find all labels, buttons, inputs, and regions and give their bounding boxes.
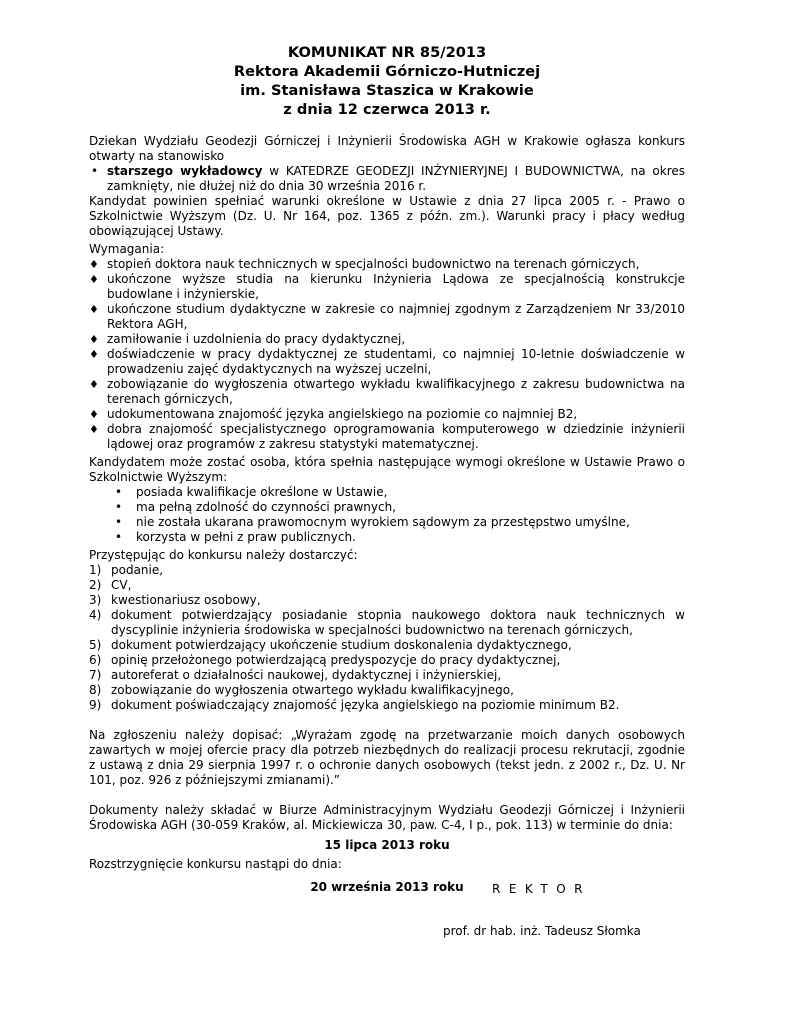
candidate-requirement-item: • posiada kwalifikacje określone w Ustawie, <box>89 485 685 500</box>
requirement-item: ♦ zamiłowanie i uzdolnienia do pracy dydaktycznej, <box>89 332 406 346</box>
document-item: 6) opinię przełożonego potwierdzającą predyspozycje do pracy dydaktycznej, <box>89 653 561 667</box>
document-item: 5) dokument potwierdzający ukończenie studium doskonalenia dydaktycznego, <box>89 638 572 652</box>
requirements-heading: Wymagania: <box>89 242 165 256</box>
requirement-item: ♦ ukończone wyższe studia na kierunku Inżynieria Lądowa ze specjalnością konstrukcje budowlane i inżynierskie, <box>89 272 685 301</box>
submission-paragraph: Dokumenty należy składać w Biurze Administracyjnym Wydziału Geodezji Górniczej i Inżynierii Środowiska AGH (30-059 Kraków, al. Mickiewicza 30, paw. C-4, I p., pok. 113) w terminie do dnia: <box>89 803 685 832</box>
resolution-date: 20 września 2013 roku <box>310 880 464 894</box>
diamond-bullet-icon: ♦ <box>89 333 99 346</box>
conditions-paragraph: Kandydat powinien spełniać warunki określone w Ustawie z dnia 27 lipca 2005 r. - Prawo o Szkolnictwie Wyższym (Dz. U. Nr 164, poz. 1365 z późn. zm.). Warunki pracy i płacy według obowiązującej Ustawy. <box>89 194 685 238</box>
diamond-bullet-icon: ♦ <box>89 408 99 421</box>
diamond-bullet-icon: ♦ <box>89 258 99 271</box>
diamond-bullet-icon: ♦ <box>89 423 99 436</box>
title-line-4: z dnia 12 czerwca 2013 r. <box>283 101 491 118</box>
documents-list <box>89 563 685 713</box>
signature-title: REKTOR <box>492 882 591 896</box>
requirement-item: ♦ udokumentowana znajomość języka angielskiego na poziomie co najmniej B2, <box>89 407 578 421</box>
diamond-bullet-icon: ♦ <box>89 378 99 391</box>
candidate-heading: Kandydatem może zostać osoba, która spełnia następujące wymogi określone w Ustawie Prawo o Szkolnictwie Wyższym: <box>89 455 685 484</box>
signature-name: prof. dr hab. inż. Tadeusz Słomka <box>443 924 641 938</box>
diamond-bullet-icon: ♦ <box>89 273 99 286</box>
diamond-bullet-icon: ♦ <box>89 348 99 361</box>
intro-paragraph: Dziekan Wydziału Geodezji Górniczej i Inżynierii Środowiska AGH w Krakowie ogłasza konkurs otwarty na stanowisko <box>89 134 685 163</box>
candidate-requirement-item: • nie została ukarana prawomocnym wyrokiem sądowym za przestępstwo umyślne, <box>89 515 685 530</box>
position-title: starszego wykładowcy <box>107 164 263 178</box>
title-line-2: Rektora Akademii Górniczo-Hutniczej <box>233 63 541 80</box>
documents-heading: Przystępując do konkursu należy dostarczyć: <box>89 548 358 562</box>
candidate-requirements-list <box>89 485 685 545</box>
document-item: 2) CV, <box>89 578 132 592</box>
consent-paragraph: Na zgłoszeniu należy dopisać: „Wyrażam zgodę na przetwarzanie moich danych osobowych zawartych w mojej ofercie pracy dla potrzeb niezbędnych do realizacji procesu rekrutacji, zgodnie z ustawą z dnia 29 sierpnia 1997 r. o ochronie danych osobowych (tekst jedn. z 2002 r., Dz. U. Nr 101, poz. 926 z późniejszymi zmianami).” <box>89 728 685 787</box>
document-item: 4) dokument potwierdzający posiadanie stopnia naukowego doktora nauk technicznych w dyscyplinie inżynieria środowiska w specjalności budownictwo na terenach górniczych, <box>89 608 685 637</box>
requirements-list <box>89 257 685 452</box>
position-item <box>89 164 685 194</box>
requirement-item: ♦ zobowiązanie do wygłoszenia otwartego wykładu kwalifikacyjnego z zakresu budownictwa na terenach górniczych, <box>89 377 685 406</box>
document-item: 8) zobowiązanie do wygłoszenia otwartego wykładu kwalifikacyjnego, <box>89 683 514 697</box>
spacer <box>89 788 685 803</box>
candidate-requirement-item: • ma pełną zdolność do czynności prawnych, <box>89 500 685 515</box>
title-line-3: im. Stanisława Staszica w Krakowie <box>240 82 534 99</box>
diamond-bullet-icon: ♦ <box>89 303 99 316</box>
position-details: w KATEDRZE GEODEZJI INŻYNIERYJNEJ I BUDOWNICTWA, na okres zamknięty, nie dłużej niż do dnia 30 września 2016 r. <box>107 164 685 193</box>
document-title <box>89 0 685 119</box>
document-item: 9) dokument poświadczający znajomość języka angielskiego na poziomie minimum B2. <box>89 698 620 712</box>
requirement-item: ♦ doświadczenie w pracy dydaktycznej ze studentami, co najmniej 10-letnie doświadczenie w prowadzeniu zajęć dydaktycznych na wyższej uczelni, <box>89 347 685 376</box>
position-list <box>89 164 685 194</box>
requirement-item: ♦ dobra znajomość specjalistycznego oprogramowania komputerowego w dziedzinie inżynierii lądowej oraz programów z zakresu statystyki matematycznej. <box>89 422 685 451</box>
candidate-requirement-item: • korzysta w pełni z praw publicznych. <box>89 530 685 545</box>
spacer <box>89 713 685 728</box>
resolution-paragraph: Rozstrzygnięcie konkursu nastąpi do dnia: <box>89 857 342 871</box>
deadline-date: 15 lipca 2013 roku <box>324 838 450 852</box>
document-item: 3) kwestionariusz osobowy, <box>89 593 261 607</box>
title-line-1: KOMUNIKAT NR 85/2013 <box>287 44 487 61</box>
requirement-item: ♦ stopień doktora nauk technicznych w specjalności budownictwo na terenach górniczych, <box>89 257 640 271</box>
document-item: 7) autoreferat o działalności naukowej, dydaktycznej i inżynierskiej, <box>89 668 502 682</box>
document-item: 1) podanie, <box>89 563 164 577</box>
requirement-item: ♦ ukończone studium dydaktyczne w zakresie co najmniej zgodnym z Zarządzeniem Nr 33/2010 Rektora AGH, <box>89 302 685 331</box>
